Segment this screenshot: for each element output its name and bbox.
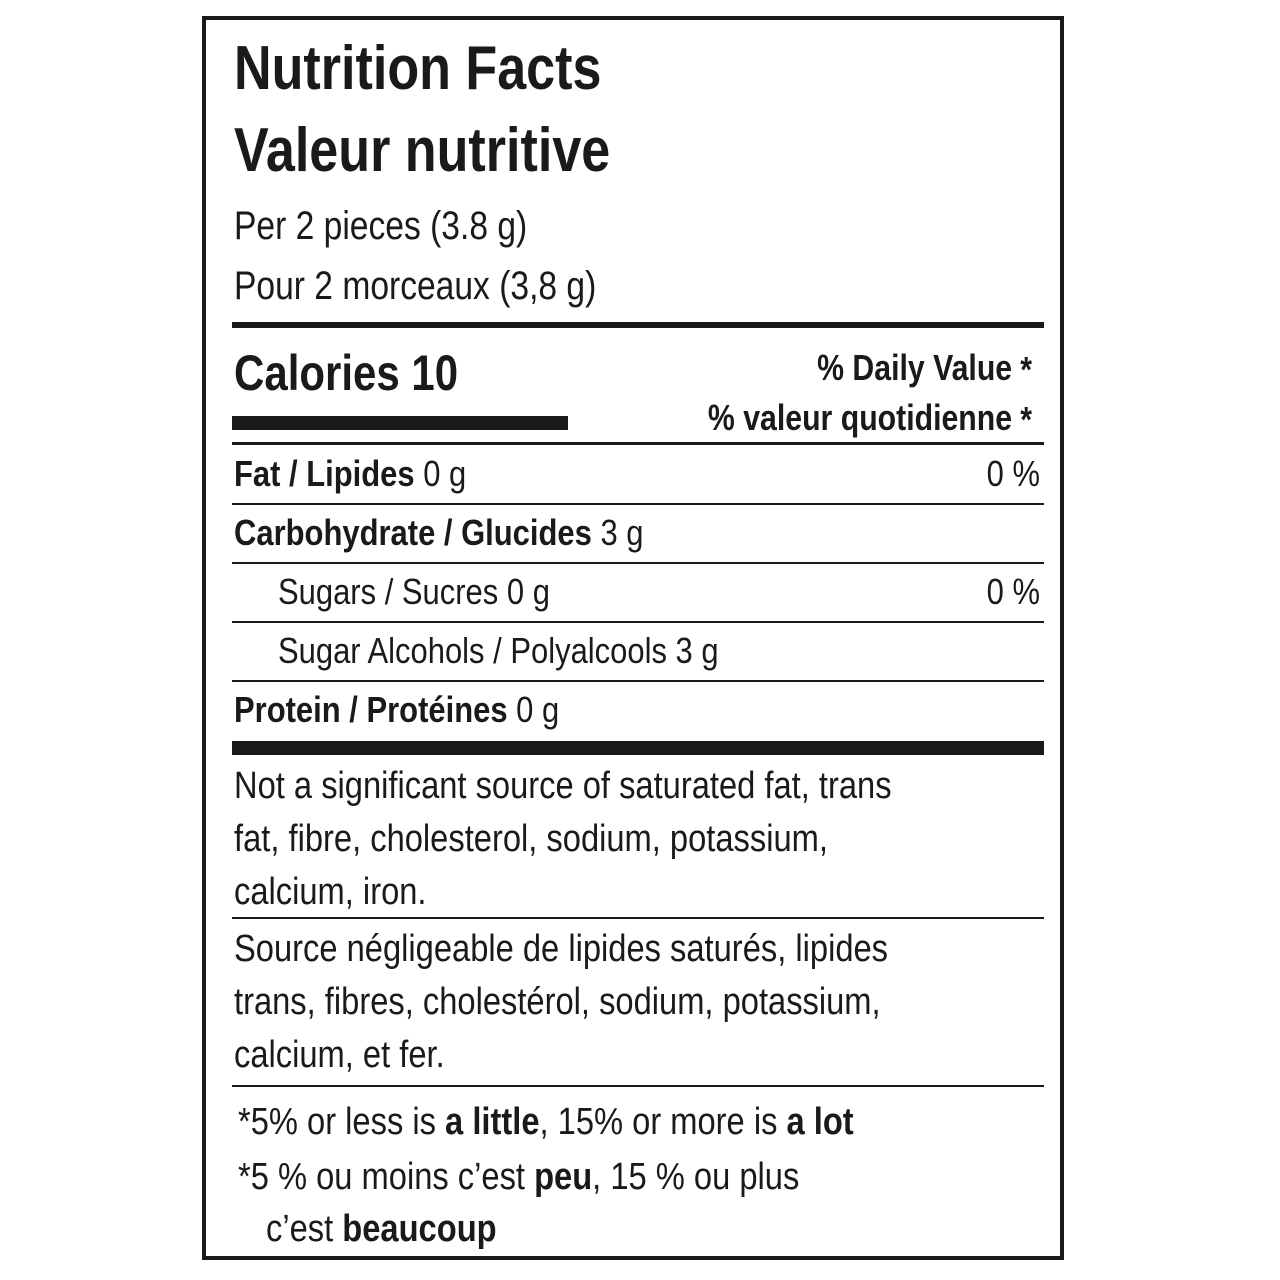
rule-between-notes — [232, 917, 1044, 919]
nutrient-dv-sugars: 0 % — [986, 571, 1040, 612]
note-english-line-2: fat, fibre, cholesterol, sodium, potassium, — [234, 818, 828, 860]
note-french-line-2: trans, fibres, cholestérol, sodium, potassium, — [234, 981, 881, 1023]
footnote-star: * — [238, 1156, 251, 1198]
footnote-bold: a little — [445, 1101, 540, 1143]
daily-value-header-english: % Daily Value — [817, 347, 1012, 388]
nutrient-name: Fat / Lipides — [234, 453, 415, 494]
nutrient-row-sugar-alcohols — [278, 630, 719, 671]
nutrient-amount: 0 g — [516, 689, 560, 730]
footnote-bold: peu — [534, 1156, 593, 1198]
daily-value-asterisk-fr: * — [1020, 399, 1033, 440]
nutrient-amount: 3 g — [675, 630, 719, 671]
footnote-text: , 15 % ou plus — [592, 1156, 800, 1198]
title-french: Valeur nutritive — [234, 116, 611, 185]
nutrient-row-protein — [234, 689, 560, 730]
serving-size-french: Pour 2 morceaux (3,8 g) — [234, 264, 597, 308]
calories-label: Calories 10 — [234, 345, 459, 401]
rule-above-footnote — [232, 1085, 1044, 1087]
note-english-line-1: Not a significant source of saturated fat, trans — [234, 765, 892, 807]
footnote-star: * — [238, 1101, 251, 1143]
nutrient-name: Protein / Protéines — [234, 689, 508, 730]
footnote-text: 5 % ou moins c’est — [250, 1156, 535, 1198]
nutrient-row-carbohydrate — [234, 512, 644, 553]
footnote-french-line-1 — [238, 1158, 799, 1196]
row-divider — [232, 562, 1044, 564]
footnote-text: , 15% or more is — [539, 1101, 787, 1143]
nutrient-amount: 0 g — [423, 453, 467, 494]
row-divider — [232, 621, 1044, 623]
row-divider — [232, 503, 1044, 505]
note-french-line-3: calcium, et fer. — [234, 1034, 445, 1076]
footnote-bold: a lot — [786, 1101, 854, 1143]
nutrient-amount: 0 g — [506, 571, 550, 612]
daily-value-header-french: % valeur quotidienne — [707, 397, 1012, 438]
nutrient-dv-fat: 0 % — [986, 453, 1040, 494]
nutrient-name: Carbohydrate / Glucides — [234, 512, 592, 553]
daily-value-asterisk: * — [1020, 349, 1033, 390]
nutrient-row-fat — [234, 453, 467, 494]
serving-size-english: Per 2 pieces (3.8 g) — [234, 204, 528, 248]
footnote-bold: beaucoup — [342, 1208, 497, 1250]
nutrient-name: Sugar Alcohols / Polyalcools — [278, 630, 667, 671]
nutrient-name: Sugars / Sucres — [278, 571, 499, 612]
footnote-french-line-2 — [266, 1210, 497, 1248]
nutrient-amount: 3 g — [600, 512, 644, 553]
rule-above-fat — [232, 442, 1044, 445]
calories-bar — [232, 416, 568, 430]
note-english-line-3: calcium, iron. — [234, 871, 427, 913]
thick-rule — [232, 741, 1044, 755]
note-french-line-1: Source négligeable de lipides saturés, lipides — [234, 928, 889, 970]
title-english: Nutrition Facts — [234, 34, 602, 103]
nutrient-row-sugars — [278, 571, 550, 612]
footnote-text: 5% or less is — [250, 1101, 446, 1143]
rule-under-serving — [232, 322, 1044, 328]
footnote-english — [238, 1103, 854, 1141]
footnote-text: c’est — [266, 1208, 343, 1250]
row-divider — [232, 680, 1044, 682]
